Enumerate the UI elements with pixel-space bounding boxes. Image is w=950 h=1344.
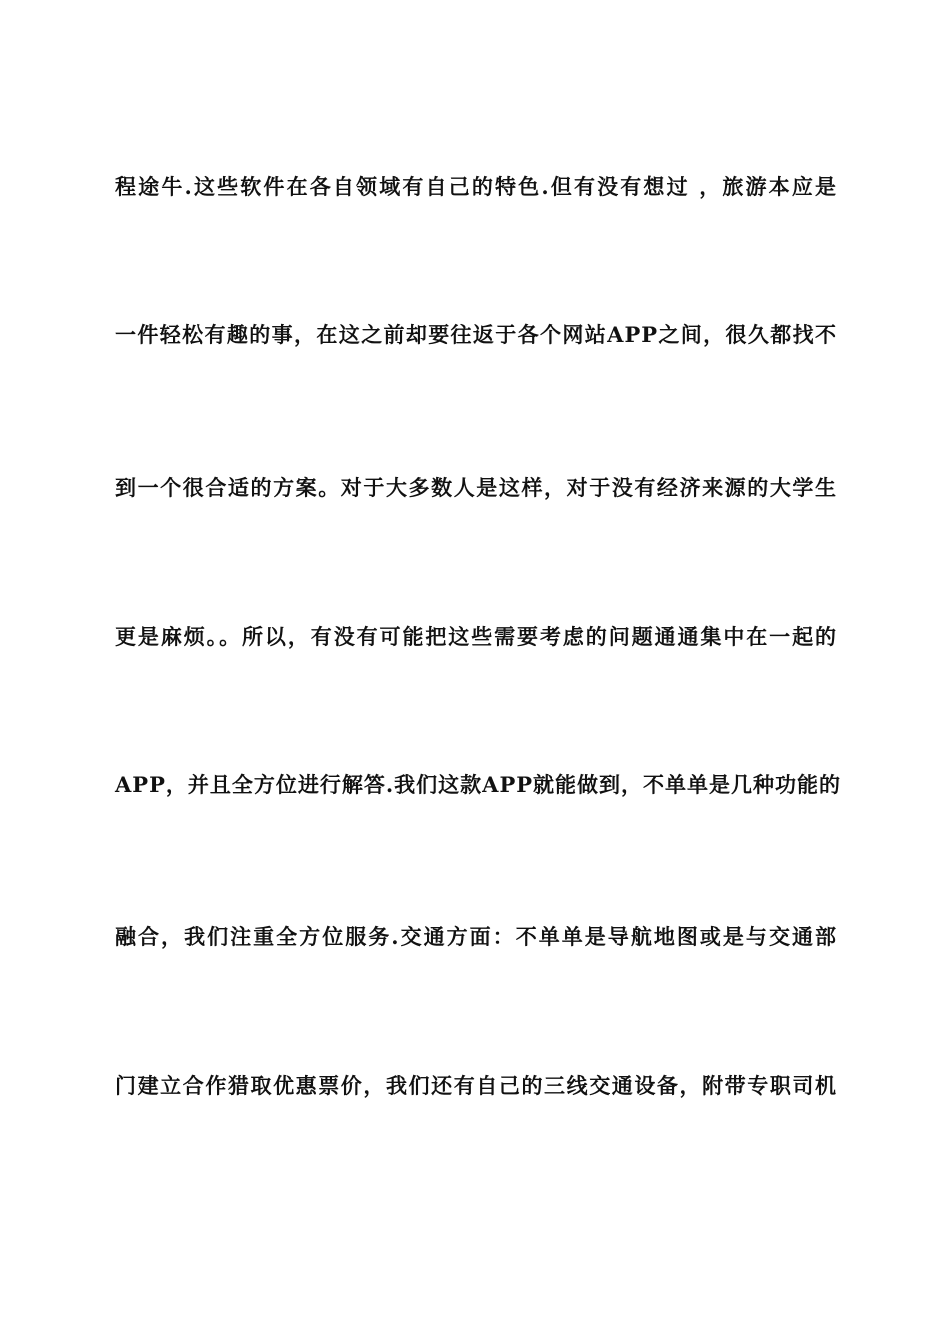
paragraph-line: 更是麻烦。。所以，有没有可能把这些需要考虑的问题通通集中在一起的 — [115, 624, 837, 649]
paragraph-line: 融合，我们注重全方位服务.交通方面：不单单是导航地图或是与交通部 — [115, 924, 837, 949]
paragraph-line: 门建立合作猎取优惠票价，我们还有自己的三线交通设备，附带专职司机 — [115, 1073, 837, 1098]
paragraph-line: 到一个很合适的方案。对于大多数人是这样，对于没有经济来源的大学生 — [115, 475, 837, 500]
paragraph-line: 程途牛.这些软件在各自领域有自己的特色.但有没有想过 ，旅游本应是 — [115, 174, 837, 199]
paragraph-line: APP，并且全方位进行解答.我们这款APP就能做到，不单单是几种功能的 — [115, 772, 842, 797]
paragraph-line: 一件轻松有趣的事，在这之前却要往返于各个网站APP之间，很久都找不 — [115, 322, 837, 347]
